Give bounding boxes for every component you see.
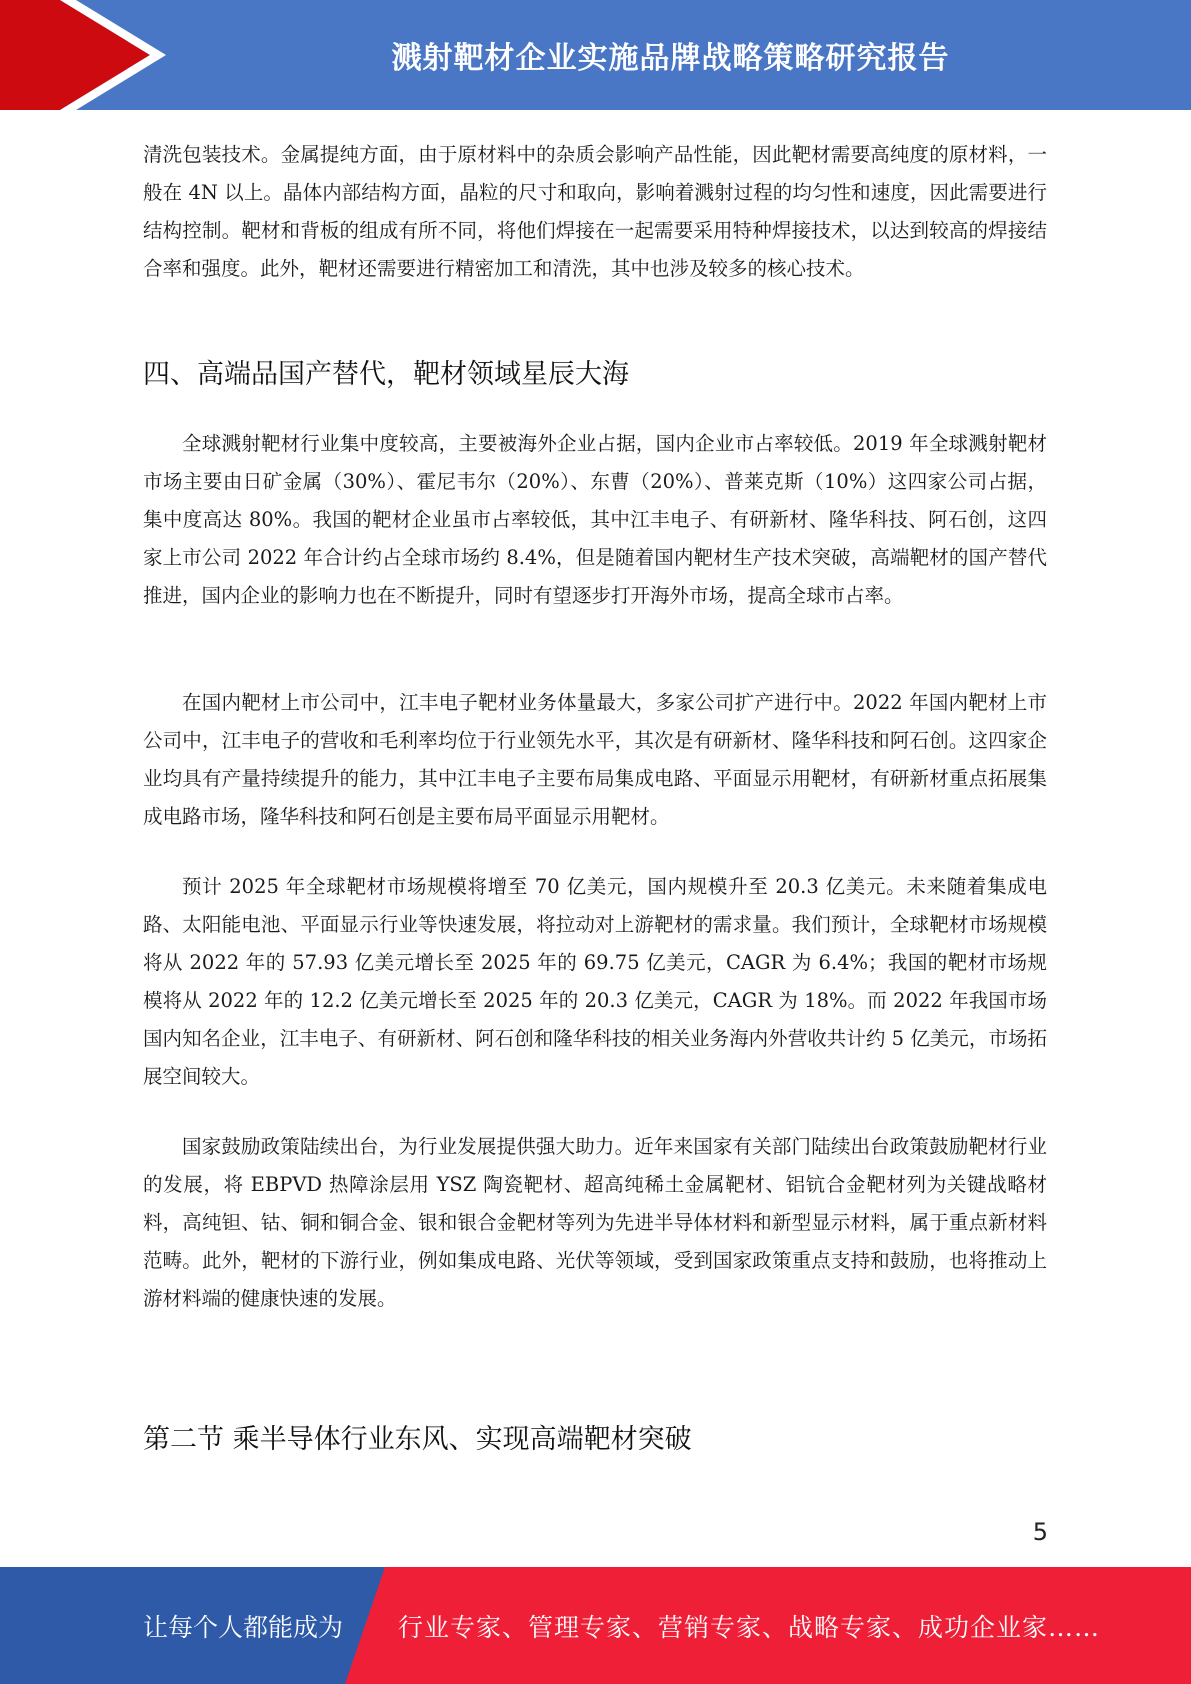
paragraph-continued (143, 136, 1047, 288)
footer-slogan-right: 行业专家、管理专家、营销专家、战略专家、成功企业家…… (398, 1612, 1101, 1642)
page-footer (0, 1567, 1191, 1684)
page-header (0, 0, 1191, 110)
body-paragraph: 全球溅射靶材行业集中度较高，主要被海外企业占据，国内企业市占率较低。2019 年全球溅射靶材市场主要由日矿金属（30%）、霍尼韦尔（20%）、东曹（20%）、普莱克斯（10%）这四家公司占据，集中度高达 80%。我国的靶材企业虽市占率较低，其中江丰电子、有研新材、隆华科技、阿石创，这四家上市公司 2022 年合计约占全球市场约 8.4%，但是随着国内靶材生产技术突破，高端靶材的国产替代推进，国内企业的影响力也在不断提升，同时有望逐步打开海外市场，提高全球市占率。 (143, 432, 1047, 607)
page-number: 5 (1032, 1518, 1048, 1546)
paragraph-block (143, 425, 1047, 615)
paragraph-block (143, 684, 1047, 836)
report-title: 溅射靶材企业实施品牌战略策略研究报告 (391, 41, 950, 76)
chapter-subheading: 第二节 乘半导体行业东风、实现高端靶材突破 (143, 1424, 692, 1455)
paragraph-block (143, 868, 1047, 1096)
body-paragraph: 清洗包装技术。金属提纯方面，由于原材料中的杂质会影响产品性能，因此靶材需要高纯度的原材料，一般在 4N 以上。晶体内部结构方面，晶粒的尺寸和取向，影响着溅射过程的均匀性和速度，因此需要进行结构控制。靶材和背板的组成有所不同，将他们焊接在一起需要采用特种焊接技术，以达到较高的焊接结合率和强度。此外，靶材还需要进行精密加工和清洗，其中也涉及较多的核心技术。 (143, 143, 1047, 280)
paragraph-block (143, 1128, 1047, 1318)
section-heading: 四、高端品国产替代，靶材领域星辰大海 (143, 359, 629, 390)
footer-slogan-left: 让每个人都能成为 (143, 1612, 344, 1642)
body-paragraph: 国家鼓励政策陆续出台，为行业发展提供强大助力。近年来国家有关部门陆续出台政策鼓励靶材行业的发展，将 EBPVD 热障涂层用 YSZ 陶瓷靶材、超高纯稀土金属靶材、铝钪合金靶材列为关键战略材料，高纯钽、钴、铜和铜合金、银和银合金靶材等列为先进半导体材料和新型显示材料，属于重点新材料范畴。此外，靶材的下游行业，例如集成电路、光伏等领域，受到国家政策重点支持和鼓励，也将推动上游材料端的健康快速的发展。 (143, 1135, 1047, 1310)
body-paragraph: 在国内靶材上市公司中，江丰电子靶材业务体量最大，多家公司扩产进行中。2022 年国内靶材上市公司中，江丰电子的营收和毛利率均位于行业领先水平，其次是有研新材、隆华科技和阿石创。这四家企业均具有产量持续提升的能力，其中江丰电子主要布局集成电路、平面显示用靶材，有研新材重点拓展集成电路市场，隆华科技和阿石创是主要布局平面显示用靶材。 (143, 691, 1047, 828)
body-paragraph: 预计 2025 年全球靶材市场规模将增至 70 亿美元，国内规模升至 20.3 亿美元。未来随着集成电路、太阳能电池、平面显示行业等快速发展，将拉动对上游靶材的需求量。我们预计，全球靶材市场规模将从 2022 年的 57.93 亿美元增长至 2025 年的 69.75 亿美元，CAGR 为 6.4%；我国的靶材市场规模将从 2022 年的 12.2 亿美元增长至 2025 年的 20.3 亿美元，CAGR 为 18%。而 2022 年我国市场国内知名企业，江丰电子、有研新材、阿石创和隆华科技的相关业务海内外营收共计约 5 亿美元，市场拓展空间较大。 (143, 875, 1047, 1088)
